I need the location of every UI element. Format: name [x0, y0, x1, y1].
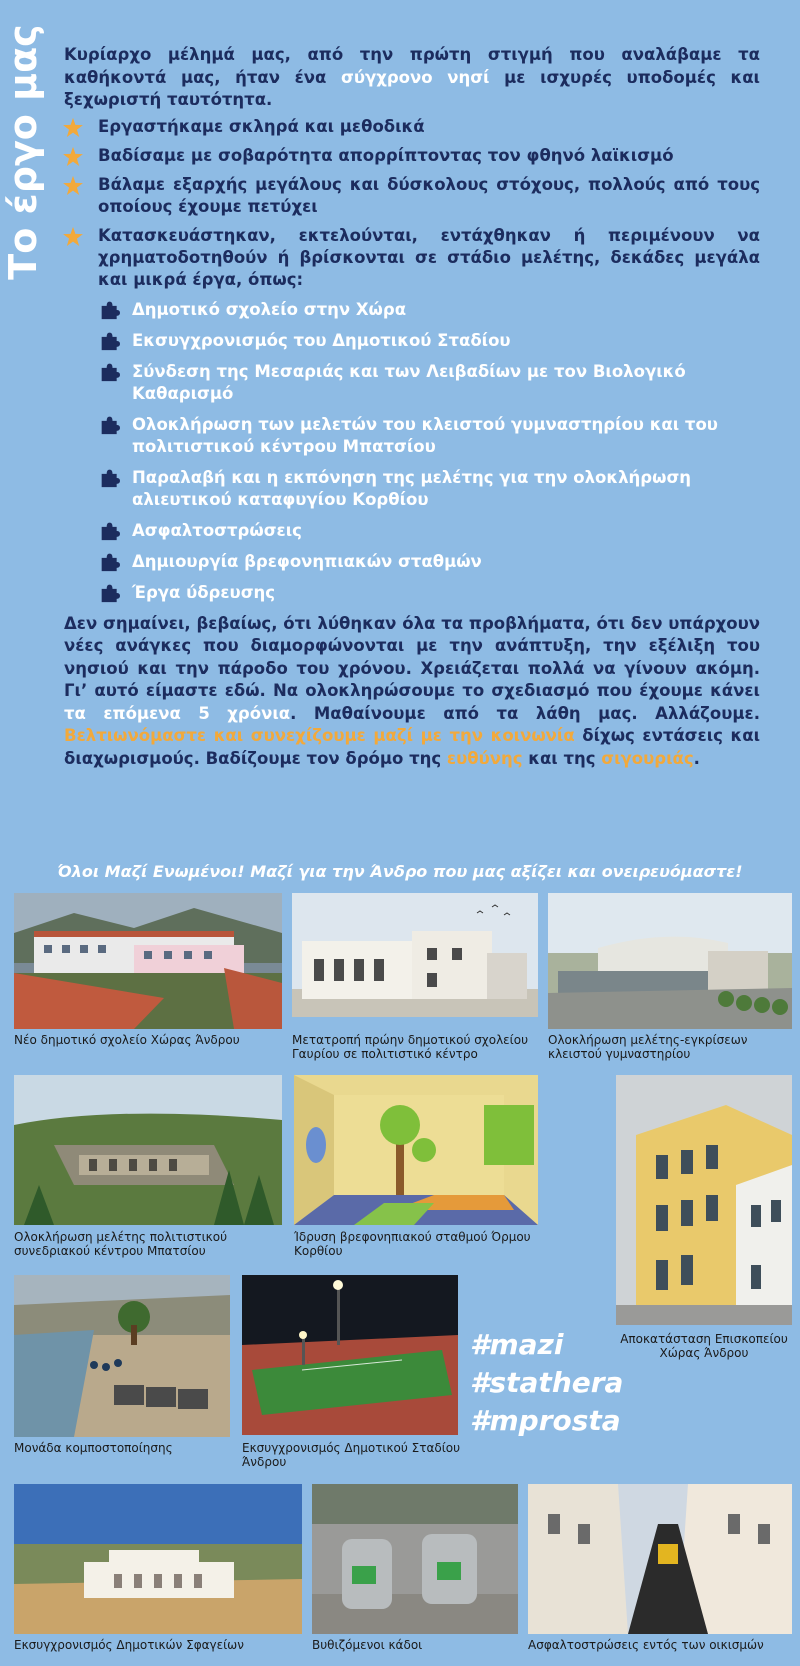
- photo-composting: [14, 1275, 230, 1437]
- photo-caption: Ασφαλτοστρώσεις εντός των οικισμών: [528, 1638, 764, 1652]
- composting-unit-image: [14, 1275, 230, 1437]
- sublist-item-text: Σύνδεση της Μεσαριάς και των Λειβαδίων με τον Βιολογικό Καθαρισμό: [132, 361, 686, 403]
- photo-episkopeio: [616, 1075, 792, 1325]
- sublist-item: [98, 467, 760, 511]
- paving-street-image: [528, 1484, 792, 1634]
- list-item: [64, 174, 760, 218]
- photo-caption: Μονάδα κομποστοποίησης: [14, 1441, 173, 1455]
- sublist-item-text: Έργα ύδρευσης: [132, 582, 276, 602]
- photo-gymnasium: [548, 893, 792, 1029]
- closing-text: . Μαθαίνουμε από τα λάθη μας. Αλλάζουμε.: [290, 703, 760, 723]
- sublist-item-text: Εκσυγχρονισμός του Δημοτικού Σταδίου: [132, 330, 511, 350]
- page-title: Το έργο μας: [1, 24, 45, 280]
- slaughterhouse-image: [14, 1484, 302, 1634]
- photo-slaughterhouse: [14, 1484, 302, 1634]
- puzzle-piece-icon: [100, 415, 120, 435]
- puzzle-piece-icon: [100, 521, 120, 541]
- intro-text-end: με ισχυρές υποδομές και ξεχωριστή ταυτότητα.: [64, 67, 760, 109]
- list-item-text: Κατασκευάστηκαν, εκτελούνται, εντάχθηκαν ή περιμένουν να χρηματοδοτηθούν ή βρίσκονται σε στάδιο μελέτης, δεκάδες μεγάλα και μικρά έργα, όπως:: [98, 225, 760, 289]
- puzzle-piece-icon: [100, 583, 120, 603]
- intro-paragraph: [64, 44, 760, 112]
- closing-paragraph: [64, 613, 760, 771]
- puzzle-piece-icon: [100, 468, 120, 488]
- projects-sublist: [98, 299, 760, 604]
- episkopeio-building-image: [616, 1075, 792, 1325]
- photo-caption: Νέο δημοτικό σχολείο Χώρας Άνδρου: [14, 1033, 240, 1047]
- photo-caption: Μετατροπή πρώην δημοτικού σχολείου Γαυρίου σε πολιτιστικό κέντρο: [292, 1033, 529, 1061]
- star-icon: [62, 117, 84, 139]
- gymnasium-render-image: [548, 893, 792, 1029]
- puzzle-piece-icon: [100, 552, 120, 572]
- stadium-night-image: [242, 1275, 458, 1435]
- photo-caption: Ολοκλήρωση μελέτης-εγκρίσεων κλειστού γυμναστηρίου: [548, 1033, 748, 1061]
- sublist-item: [98, 299, 760, 321]
- batsi-center-render-image: [14, 1075, 282, 1225]
- hashtag: #stathera: [470, 1366, 624, 1399]
- sublist-item-text: Δημιουργία βρεφονηπιακών σταθμών: [132, 551, 482, 571]
- sublist-item: [98, 582, 760, 604]
- list-item-text: Εργαστήκαμε σκληρά και μεθοδικά: [98, 116, 425, 136]
- photo-caption: Ολοκλήρωση μελέτης πολιτιστικού συνεδριακού κέντρου Μπατσίου: [14, 1230, 228, 1258]
- achievements-list: [64, 116, 760, 604]
- list-item-text: Βαδίσαμε με σοβαρότητα απορρίπτοντας τον φθηνό λαϊκισμό: [98, 145, 674, 165]
- photo-stadium: [242, 1275, 458, 1435]
- intro-highlight: σύγχρονο νησί: [340, 67, 490, 87]
- sublist-item: [98, 330, 760, 352]
- photo-caption: Βυθιζόμενοι κάδοι: [312, 1638, 423, 1652]
- underground-bins-image: [312, 1484, 518, 1634]
- sublist-item-text: Ασφαλτοστρώσεις: [132, 520, 302, 540]
- photo-paving: [528, 1484, 792, 1634]
- school-render-image: [14, 893, 282, 1029]
- nursery-interior-image: [294, 1075, 538, 1225]
- sublist-item: [98, 551, 760, 573]
- closing-highlight: σιγουριάς: [601, 748, 694, 768]
- intro-text: Κυρίαρχο μέλημά μας, από την πρώτη στιγμή που αναλάβαμε τα καθήκοντά μας, ήταν ένα: [64, 45, 760, 87]
- cultural-center-render-image: [292, 893, 538, 1017]
- photo-nursery: [294, 1075, 538, 1225]
- hashtag: #mazi: [470, 1328, 564, 1361]
- photo-school-chora: [14, 893, 282, 1029]
- list-item: [64, 145, 760, 167]
- sublist-item-text: Δημοτικό σχολείο στην Χώρα: [132, 299, 407, 319]
- closing-text: και της: [522, 748, 602, 768]
- closing-highlight: ευθύνης: [446, 748, 523, 768]
- star-icon: [62, 175, 84, 197]
- closing-text: δίχως εντάσεις και διαχωρισμούς. Βαδίζουμε τον δρόμο της: [64, 726, 760, 768]
- hashtag: #mprosta: [470, 1404, 621, 1437]
- photo-caption: Αποκατάσταση Επισκοπείου Χώρας Άνδρου: [620, 1332, 788, 1360]
- star-icon: [62, 226, 84, 248]
- closing-text: .: [693, 748, 700, 768]
- puzzle-piece-icon: [100, 331, 120, 351]
- closing-text: Δεν σημαίνει, βεβαίως, ότι λύθηκαν όλα τα προβλήματα, ότι δεν υπάρχουν νέες ανάγκες που διαμορφώνονται με την ανάπτυξη, την εξέλιξη του νησιού και την πάροδο του χρόνου. Χρειάζεται πολλά να γίνουν ακόμη. Γι’ αυτό είμαστε εδώ. Να ολοκληρώσουμε το σχεδιασμό που έχουμε κάνει: [64, 613, 760, 700]
- list-item-text: Βάλαμε εξαρχής μεγάλους και δύσκολους στόχους, πολλούς από τους οποίους έχουμε πετύχει: [98, 174, 760, 216]
- list-item: [64, 116, 760, 138]
- slogan: Όλοι Μαζί Ενωμένοι! Μαζί για την Άνδρο που μας αξίζει και ονειρευόμαστε!: [57, 862, 743, 881]
- hashtags: [470, 1326, 623, 1440]
- star-icon: [62, 146, 84, 168]
- closing-highlight: τα επόμενα 5 χρόνια: [64, 703, 291, 723]
- sublist-item-text: Ολοκλήρωση των μελετών του κλειστού γυμναστηρίου και του πολιτιστικού κέντρου Μπατσίου: [132, 414, 718, 456]
- sublist-item: [98, 361, 760, 405]
- puzzle-piece-icon: [100, 362, 120, 382]
- sublist-item: [98, 520, 760, 542]
- photo-caption: Εκσυγχρονισμός Δημοτικών Σφαγείων: [14, 1638, 244, 1652]
- closing-highlight: Βελτιωνόμαστε και συνεχίζουμε μαζί με την κοινωνία: [64, 726, 575, 745]
- photo-underground-bins: [312, 1484, 518, 1634]
- photo-gavrio-cultural-center: [292, 893, 538, 1017]
- photo-caption: Εκσυγχρονισμός Δημοτικού Σταδίου Άνδρου: [242, 1441, 461, 1469]
- sublist-item-text: Παραλαβή και η εκπόνηση της μελέτης για την ολοκλήρωση αλιευτικού καταφυγίου Κορθίου: [132, 467, 692, 509]
- photo-batsi-center: [14, 1075, 282, 1225]
- photo-caption: Ίδρυση βρεφονηπιακού σταθμού Όρμου Κορθίου: [294, 1230, 531, 1258]
- sublist-item: [98, 414, 760, 458]
- list-item: [64, 225, 760, 604]
- main-text-block: [64, 44, 760, 770]
- puzzle-piece-icon: [100, 300, 120, 320]
